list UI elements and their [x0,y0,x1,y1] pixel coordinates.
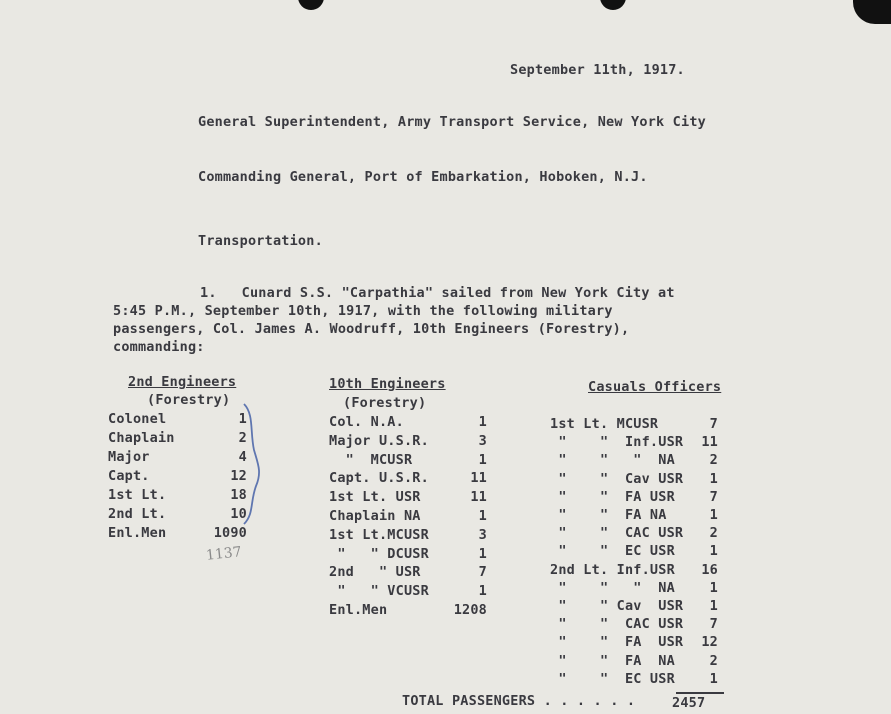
row-count: 4 [238,449,247,465]
column-title: 2nd Engineers [128,374,237,390]
row-rank: " " FA NA [550,507,667,523]
paragraph-line: 5:45 P.M., September 10th, 1917, with the following military [113,303,613,319]
row-rank: Col. N.A. [329,414,404,430]
row-rank: 1st Lt.MCUSR [329,526,429,543]
row-count: 3 [478,526,487,543]
row-rank: 1st Lt. [108,487,167,503]
row-rank: " " DCUSR [329,545,429,562]
row-count: 1 [478,583,487,600]
row-count: 12 [701,634,718,651]
row-rank: Enl.Men [329,602,388,618]
row-rank: Major U.S.R. [329,432,429,449]
row-rank: " " VCUSR [329,583,429,600]
row-count: 1 [709,598,718,614]
row-rank: Colonel [108,411,167,427]
punch-hole [298,0,324,10]
row-rank: Chaplain NA [329,508,421,524]
paragraph-line: passengers, Col. James A. Woodruff, 10th Engineers (Forestry), [113,321,630,337]
row-rank: 2nd Lt. [108,506,167,522]
row-rank: " " EC USR [550,543,675,560]
row-count: 1 [478,451,487,468]
row-count: 1 [709,579,718,596]
row-count: 11 [701,434,718,451]
row-count: 10 [230,506,247,522]
letter-from: Commanding General, Port of Embarkation, Hoboken, N.J. [198,169,648,185]
total-rule [676,692,724,694]
paragraph-line: 1. Cunard S.S. "Carpathia" sailed from New York City at [200,285,675,301]
row-rank: " " CAC USR [550,525,684,542]
row-rank: " " FA NA [550,652,675,669]
punch-hole [600,0,626,10]
letter-to: General Superintendent, Army Transport Service, New York City [198,114,706,130]
ink-brace [240,402,264,526]
row-count: 2 [238,430,247,446]
row-count: 1 [709,543,718,560]
pencil-note: 1137 [205,544,243,564]
row-count: 11 [470,470,487,487]
row-count: 1 [709,670,718,687]
letter-subject: Transportation. [198,233,323,249]
row-count: 1 [238,411,247,427]
row-rank: 2nd Lt. Inf.USR [550,561,675,578]
row-count: 7 [709,616,718,633]
row-rank: Capt. [108,468,150,484]
row-count: 2 [709,452,718,469]
row-count: 1 [709,470,718,487]
row-count: 11 [470,489,487,506]
row-count: 1 [478,414,487,430]
column-title: Casuals Officers [588,379,722,395]
row-rank: " " Inf.USR [550,434,684,451]
row-rank: " " EC USR [550,670,675,687]
row-rank: " " " NA [550,452,675,469]
row-count: 1 [709,507,718,523]
total-value: 2457 [672,695,706,711]
row-count: 16 [701,561,718,578]
row-rank: Major [108,449,150,465]
row-count: 18 [230,487,247,503]
row-count: 1 [478,508,487,524]
row-rank: Capt. U.S.R. [329,470,429,487]
row-count: 7 [709,488,718,505]
row-rank: " " FA USR [550,488,675,505]
row-rank: Enl.Men [108,525,167,541]
row-rank: " MCUSR [329,451,413,468]
row-rank: " " Cav USR [550,470,684,487]
column-title: 10th Engineers [329,376,446,392]
row-count: 7 [709,416,718,432]
total-label: TOTAL PASSENGERS . . . . . . [402,693,636,709]
letter-date: September 11th, 1917. [510,62,685,78]
row-rank: " " CAC USR [550,616,684,633]
row-count: 1 [478,545,487,562]
torn-corner [853,0,891,24]
row-rank: 1st Lt. MCUSR [550,416,659,432]
column-subtitle: (Forestry) [147,392,231,408]
row-count: 2 [709,652,718,669]
row-rank: 1st Lt. USR [329,489,421,506]
paragraph-line: commanding: [113,339,205,355]
row-count: 1090 [213,525,247,541]
row-rank: Chaplain [108,430,175,446]
row-count: 3 [478,432,487,449]
row-count: 1208 [453,602,487,618]
row-count: 12 [230,468,247,484]
row-rank: " " FA USR [550,634,684,651]
row-count: 7 [478,564,487,581]
row-rank: " " Cav USR [550,598,684,614]
row-rank: 2nd " USR [329,564,421,581]
column-subtitle: (Forestry) [343,395,427,411]
row-count: 2 [709,525,718,542]
row-rank: " " " NA [550,579,675,596]
